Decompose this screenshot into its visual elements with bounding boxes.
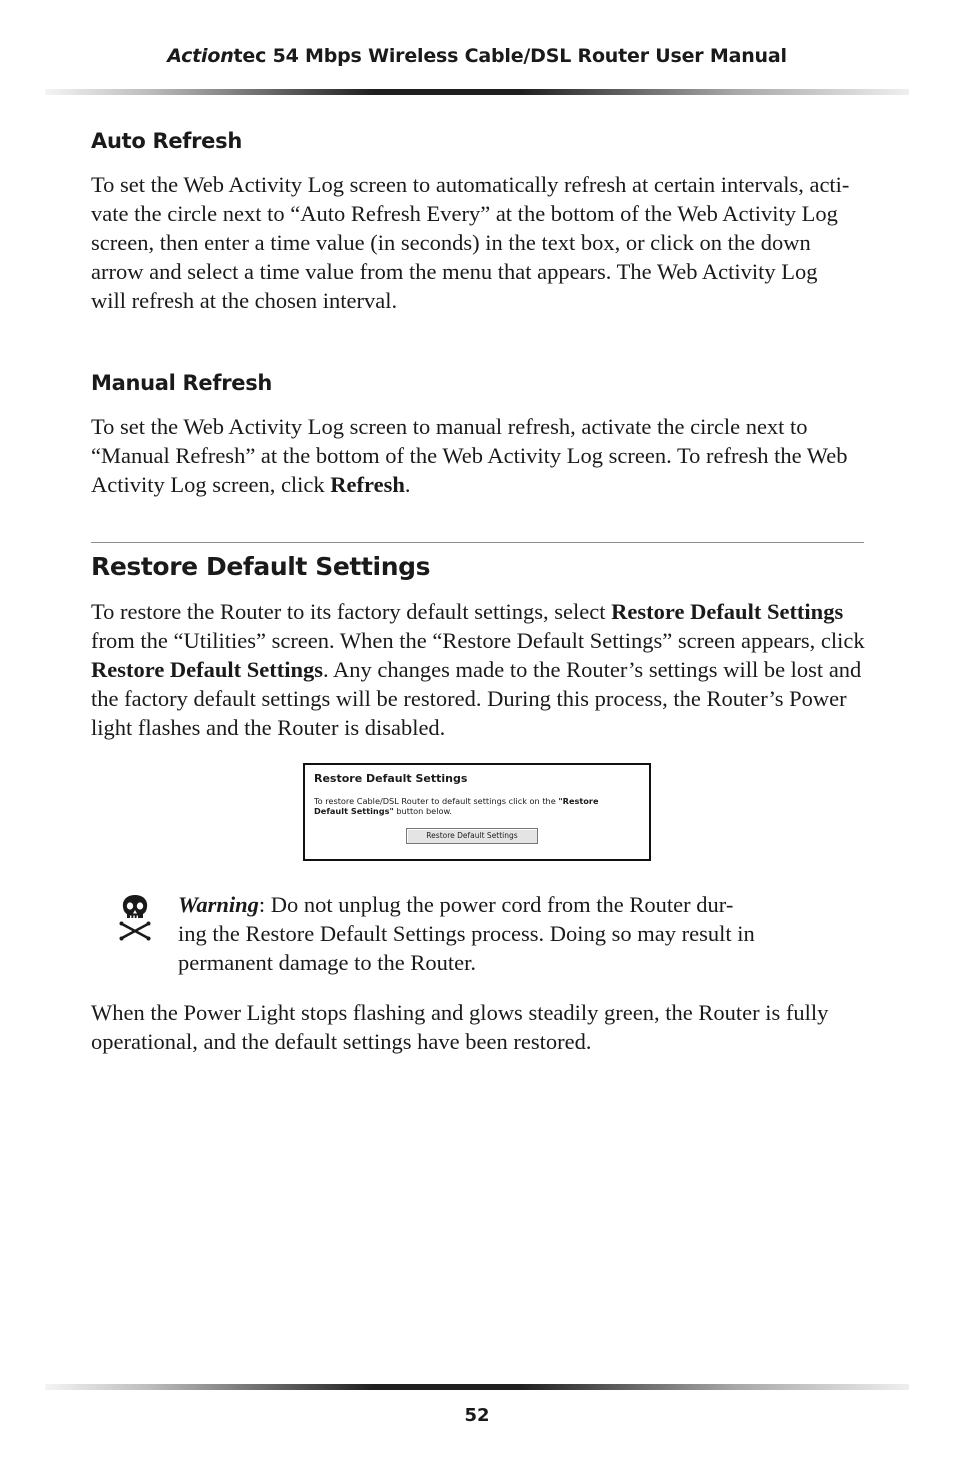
footer-rule bbox=[45, 1384, 909, 1390]
restore-keyword: Restore Default Settings bbox=[91, 657, 324, 682]
restore-line bbox=[91, 597, 866, 626]
screenshot-desc-text: To restore Cable/DSL Router to default settings click on the bbox=[314, 796, 559, 806]
closing-line: When the Power Light stops flashing and glows steadily green, the Router is fully bbox=[91, 1000, 829, 1025]
warning-line bbox=[178, 890, 778, 919]
auto-refresh-line: vate the circle next to “Auto Refresh Every” at the bottom of the Web Activity Log bbox=[91, 201, 838, 226]
auto-refresh-heading: Auto Refresh bbox=[91, 129, 242, 153]
warning-line: permanent damage to the Router. bbox=[178, 950, 477, 975]
restore-settings-screenshot bbox=[303, 763, 651, 861]
restore-text: To restore the Router to its factory default settings, select bbox=[91, 599, 612, 624]
skull-crossbones-icon bbox=[117, 893, 153, 941]
closing-paragraph bbox=[91, 998, 866, 1056]
screenshot-desc-text: button below. bbox=[393, 806, 453, 816]
warning-line: ing the Restore Default Settings process. Doing so may result in bbox=[178, 921, 755, 946]
manual-refresh-line: To set the Web Activity Log screen to manual refresh, activate the circle next to bbox=[91, 414, 808, 439]
header-title-text: tec 54 Mbps Wireless Cable/DSL Router User Manual bbox=[233, 45, 787, 67]
section-divider bbox=[91, 542, 864, 543]
restore-line: from the “Utilities” screen. When the “Restore Default Settings” screen appears, click bbox=[91, 628, 865, 653]
auto-refresh-line: To set the Web Activity Log screen to automatically refresh at certain intervals, acti- bbox=[91, 172, 850, 197]
manual-refresh-line: “Manual Refresh” at the bottom of the Web Activity Log screen. To refresh the Web bbox=[91, 443, 848, 468]
warning-text: : Do not unplug the power cord from the Router dur- bbox=[258, 892, 734, 917]
restore-line bbox=[91, 655, 866, 684]
page-number: 52 bbox=[464, 1405, 490, 1426]
restore-text: . Any changes made to the Router’s settings will be lost and bbox=[323, 657, 862, 682]
auto-refresh-line: arrow and select a time value from the menu that appears. The Web Activity Log bbox=[91, 259, 818, 284]
restore-keyword: Restore Default Settings bbox=[611, 599, 844, 624]
header-rule bbox=[45, 89, 909, 95]
auto-refresh-line: will refresh at the chosen interval. bbox=[91, 288, 398, 313]
manual-refresh-period: . bbox=[404, 472, 411, 497]
restore-line: light flashes and the Router is disabled. bbox=[91, 715, 446, 740]
auto-refresh-line: screen, then enter a time value (in seconds) in the text box, or click on the down bbox=[91, 230, 811, 255]
manual-refresh-line bbox=[91, 470, 866, 499]
warning-label: Warning bbox=[178, 892, 259, 917]
auto-refresh-paragraph bbox=[91, 170, 866, 315]
restore-paragraph bbox=[91, 597, 866, 742]
screenshot-description bbox=[314, 796, 634, 816]
screenshot-desc-bold: Default Settings" bbox=[314, 806, 394, 816]
screenshot-desc-bold: "Restore bbox=[558, 796, 599, 806]
manual-refresh-text: Activity Log screen, click bbox=[91, 472, 331, 497]
warning-note bbox=[178, 890, 778, 977]
page-header bbox=[0, 45, 954, 67]
closing-line: operational, and the default settings have been restored. bbox=[91, 1029, 592, 1054]
screenshot-title: Restore Default Settings bbox=[314, 772, 468, 785]
refresh-keyword: Refresh bbox=[330, 472, 405, 497]
header-brand: Action bbox=[167, 45, 234, 67]
manual-refresh-heading: Manual Refresh bbox=[91, 371, 273, 395]
restore-section-heading: Restore Default Settings bbox=[91, 552, 431, 581]
restore-line: the factory default settings will be restored. During this process, the Router’s Power bbox=[91, 686, 847, 711]
manual-refresh-paragraph bbox=[91, 412, 866, 499]
restore-default-settings-button[interactable]: Restore Default Settings bbox=[406, 828, 538, 844]
